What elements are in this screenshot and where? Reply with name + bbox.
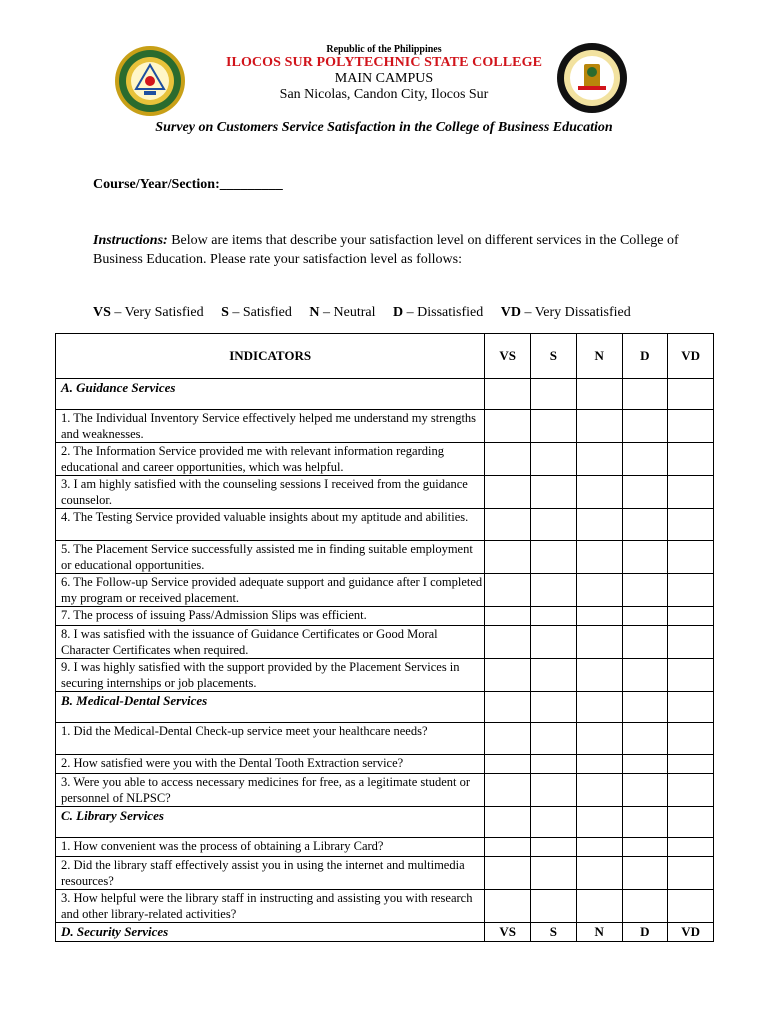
rating-cell-vd[interactable] <box>668 857 714 890</box>
rating-cell-s[interactable] <box>531 838 577 857</box>
campus-name: MAIN CAMPUS <box>334 71 434 86</box>
rating-cell-d[interactable] <box>622 890 668 923</box>
indicator-text: 2. How satisfied were you with the Dental Tooth Extraction service? <box>56 755 485 774</box>
table-row <box>56 574 714 607</box>
section-title: D. Security Services <box>61 924 169 939</box>
rating-cell-vd[interactable] <box>668 723 714 755</box>
rating-cell-s[interactable] <box>531 379 577 410</box>
rating-cell-vd[interactable] <box>668 509 714 541</box>
rating-cell-d[interactable] <box>622 541 668 574</box>
rating-cell-vd[interactable] <box>668 890 714 923</box>
rating-cell-vs[interactable] <box>485 838 531 857</box>
instructions-paragraph <box>93 231 683 269</box>
table-row <box>56 857 714 890</box>
rating-cell-n[interactable] <box>576 607 622 626</box>
indicator-text: 3. I am highly satisfied with the counseling sessions I received from the guidance counselor. <box>56 476 485 509</box>
rating-cell-vs[interactable] <box>485 890 531 923</box>
rating-cell-s[interactable] <box>531 807 577 838</box>
rating-cell-vd[interactable] <box>668 410 714 443</box>
table-row <box>56 476 714 509</box>
rating-cell-s[interactable] <box>531 659 577 692</box>
rating-cell-s[interactable] <box>531 857 577 890</box>
rating-cell-n[interactable] <box>576 838 622 857</box>
rating-cell-d[interactable] <box>622 692 668 723</box>
rating-cell-vd[interactable] <box>668 379 714 410</box>
table-row <box>56 774 714 807</box>
rating-cell-d[interactable] <box>622 574 668 607</box>
table-row <box>56 509 714 541</box>
survey-table-body <box>56 379 714 942</box>
indicator-text: 9. I was highly satisfied with the support provided by the Placement Services in securing internships or job placements. <box>56 659 485 692</box>
rating-cell-n[interactable] <box>576 890 622 923</box>
rating-cell-vs[interactable] <box>485 379 531 410</box>
section-cell <box>56 807 485 838</box>
rating-cell-s[interactable] <box>531 541 577 574</box>
section-row <box>56 692 714 723</box>
indicator-text: 3. How helpful were the library staff in instructing and assisting you with research and other library-related activities? <box>56 890 485 923</box>
table-row <box>56 723 714 755</box>
column-header-s: S <box>531 334 577 379</box>
repeat-column-label: VD <box>668 923 714 942</box>
table-row <box>56 410 714 443</box>
indicator-text: 6. The Follow-up Service provided adequate support and guidance after I completed my program or received placement. <box>56 574 485 607</box>
column-header-d: D <box>622 334 668 379</box>
course-year-section-field[interactable]: Course/Year/Section:_________ <box>93 177 283 192</box>
indicator-text: 3. Were you able to access necessary medicines for free, as a legitimate student or personnel of NLPSC? <box>56 774 485 807</box>
rating-cell-vs[interactable] <box>485 692 531 723</box>
survey-table <box>55 333 714 942</box>
rating-cell-vd[interactable] <box>668 838 714 857</box>
rating-cell-n[interactable] <box>576 626 622 659</box>
rating-cell-n[interactable] <box>576 755 622 774</box>
repeat-column-label: S <box>531 923 577 942</box>
document-header <box>0 40 768 120</box>
rating-cell-vd[interactable] <box>668 774 714 807</box>
section-row-security <box>56 923 714 942</box>
indicator-text: 8. I was satisfied with the issuance of Guidance Certificates or Good Moral Character Certificates when required. <box>56 626 485 659</box>
rating-cell-vs[interactable] <box>485 807 531 838</box>
rating-cell-d[interactable] <box>622 857 668 890</box>
instructions-label: Instructions: <box>93 233 168 248</box>
college-name: ILOCOS SUR POLYTECHNIC STATE COLLEGE <box>225 55 543 70</box>
column-header-vd: VD <box>668 334 714 379</box>
rating-cell-vs[interactable] <box>485 755 531 774</box>
rating-cell-s[interactable] <box>531 723 577 755</box>
rating-cell-vs[interactable] <box>485 723 531 755</box>
rating-cell-n[interactable] <box>576 774 622 807</box>
rating-cell-n[interactable] <box>576 379 622 410</box>
indicator-text: 7. The process of issuing Pass/Admission Slips was efficient. <box>56 607 485 626</box>
rating-cell-s[interactable] <box>531 890 577 923</box>
section-title: C. Library Services <box>61 808 164 823</box>
rating-cell-vd[interactable] <box>668 574 714 607</box>
section-title: A. Guidance Services <box>61 380 176 395</box>
rating-cell-s[interactable] <box>531 626 577 659</box>
rating-cell-n[interactable] <box>576 476 622 509</box>
rating-cell-d[interactable] <box>622 755 668 774</box>
rating-cell-s[interactable] <box>531 755 577 774</box>
rating-cell-d[interactable] <box>622 807 668 838</box>
table-row <box>56 607 714 626</box>
rating-cell-n[interactable] <box>576 723 622 755</box>
legend-item-vs: VS – Very Satisfied <box>93 305 204 320</box>
survey-title: Survey on Customers Service Satisfaction in the College of Business Education <box>155 120 613 135</box>
repeat-column-label: D <box>622 923 668 942</box>
rating-cell-n[interactable] <box>576 443 622 476</box>
table-row <box>56 541 714 574</box>
rating-cell-s[interactable] <box>531 410 577 443</box>
rating-cell-vd[interactable] <box>668 692 714 723</box>
rating-cell-s[interactable] <box>531 443 577 476</box>
table-row <box>56 755 714 774</box>
indicator-text: 5. The Placement Service successfully assisted me in finding suitable employment or educational opportunities. <box>56 541 485 574</box>
rating-cell-vs[interactable] <box>485 410 531 443</box>
rating-cell-s[interactable] <box>531 774 577 807</box>
rating-cell-n[interactable] <box>576 692 622 723</box>
table-row <box>56 443 714 476</box>
rating-legend <box>93 305 631 321</box>
rating-cell-vd[interactable] <box>668 476 714 509</box>
section-cell <box>56 692 485 723</box>
rating-cell-vd[interactable] <box>668 443 714 476</box>
rating-cell-d[interactable] <box>622 509 668 541</box>
indicator-text: 4. The Testing Service provided valuable insights about my aptitude and abilities. <box>56 509 485 541</box>
repeat-column-label: VS <box>485 923 531 942</box>
rating-cell-d[interactable] <box>622 607 668 626</box>
legend-item-s: S – Satisfied <box>221 305 292 320</box>
rating-cell-vd[interactable] <box>668 807 714 838</box>
indicator-text: 1. Did the Medical-Dental Check-up service meet your healthcare needs? <box>56 723 485 755</box>
rating-cell-vs[interactable] <box>485 574 531 607</box>
rating-cell-s[interactable] <box>531 476 577 509</box>
rating-cell-d[interactable] <box>622 476 668 509</box>
instructions-text: Below are items that describe your satisfaction level on different services in the College of Business Education. Please rate your satisfaction level as follows: <box>93 233 679 267</box>
rating-cell-vs[interactable] <box>485 857 531 890</box>
legend-item-n: N – Neutral <box>309 305 376 320</box>
rating-cell-n[interactable] <box>576 410 622 443</box>
section-row <box>56 807 714 838</box>
rating-cell-n[interactable] <box>576 857 622 890</box>
rating-cell-vs[interactable] <box>485 659 531 692</box>
section-row <box>56 379 714 410</box>
column-header-vs: VS <box>485 334 531 379</box>
table-row <box>56 659 714 692</box>
rating-cell-d[interactable] <box>622 723 668 755</box>
rating-cell-vs[interactable] <box>485 509 531 541</box>
college-address: San Nicolas, Candon City, Ilocos Sur <box>279 87 489 102</box>
section-title: B. Medical-Dental Services <box>61 693 208 708</box>
rating-cell-vs[interactable] <box>485 443 531 476</box>
indicator-text: 1. How convenient was the process of obtaining a Library Card? <box>56 838 485 857</box>
rating-cell-vs[interactable] <box>485 626 531 659</box>
rating-cell-s[interactable] <box>531 574 577 607</box>
rating-cell-d[interactable] <box>622 659 668 692</box>
indicator-text: 2. Did the library staff effectively assist you in using the internet and multimedia resources? <box>56 857 485 890</box>
rating-cell-d[interactable] <box>622 379 668 410</box>
rating-cell-vs[interactable] <box>485 476 531 509</box>
rating-cell-d[interactable] <box>622 626 668 659</box>
rating-cell-n[interactable] <box>576 509 622 541</box>
rating-cell-s[interactable] <box>531 509 577 541</box>
rating-cell-n[interactable] <box>576 541 622 574</box>
rating-cell-vd[interactable] <box>668 607 714 626</box>
rating-cell-vd[interactable] <box>668 755 714 774</box>
table-row <box>56 626 714 659</box>
table-header-row <box>56 334 714 379</box>
rating-cell-n[interactable] <box>576 574 622 607</box>
rating-cell-d[interactable] <box>622 774 668 807</box>
rating-cell-vs[interactable] <box>485 774 531 807</box>
table-row <box>56 838 714 857</box>
column-header-indicators: INDICATORS <box>56 334 485 379</box>
section-cell <box>56 923 485 942</box>
rating-cell-s[interactable] <box>531 607 577 626</box>
rating-cell-n[interactable] <box>576 659 622 692</box>
indicator-text: 2. The Information Service provided me with relevant information regarding educational and career opportunities, which was helpful. <box>56 443 485 476</box>
rating-cell-vd[interactable] <box>668 626 714 659</box>
republic-label: Republic of the Philippines <box>326 44 442 55</box>
column-header-n: N <box>576 334 622 379</box>
rating-cell-n[interactable] <box>576 807 622 838</box>
table-row <box>56 890 714 923</box>
legend-item-d: D – Dissatisfied <box>393 305 484 320</box>
section-cell <box>56 379 485 410</box>
rating-cell-s[interactable] <box>531 692 577 723</box>
legend-item-vd: VD – Very Dissatisfied <box>500 305 631 320</box>
rating-cell-d[interactable] <box>622 838 668 857</box>
rating-cell-vs[interactable] <box>485 607 531 626</box>
indicator-text: 1. The Individual Inventory Service effectively helped me understand my strengths and weaknesses. <box>56 410 485 443</box>
rating-cell-d[interactable] <box>622 410 668 443</box>
rating-cell-vd[interactable] <box>668 541 714 574</box>
rating-cell-d[interactable] <box>622 443 668 476</box>
rating-cell-vs[interactable] <box>485 541 531 574</box>
repeat-column-label: N <box>576 923 622 942</box>
rating-cell-vd[interactable] <box>668 659 714 692</box>
